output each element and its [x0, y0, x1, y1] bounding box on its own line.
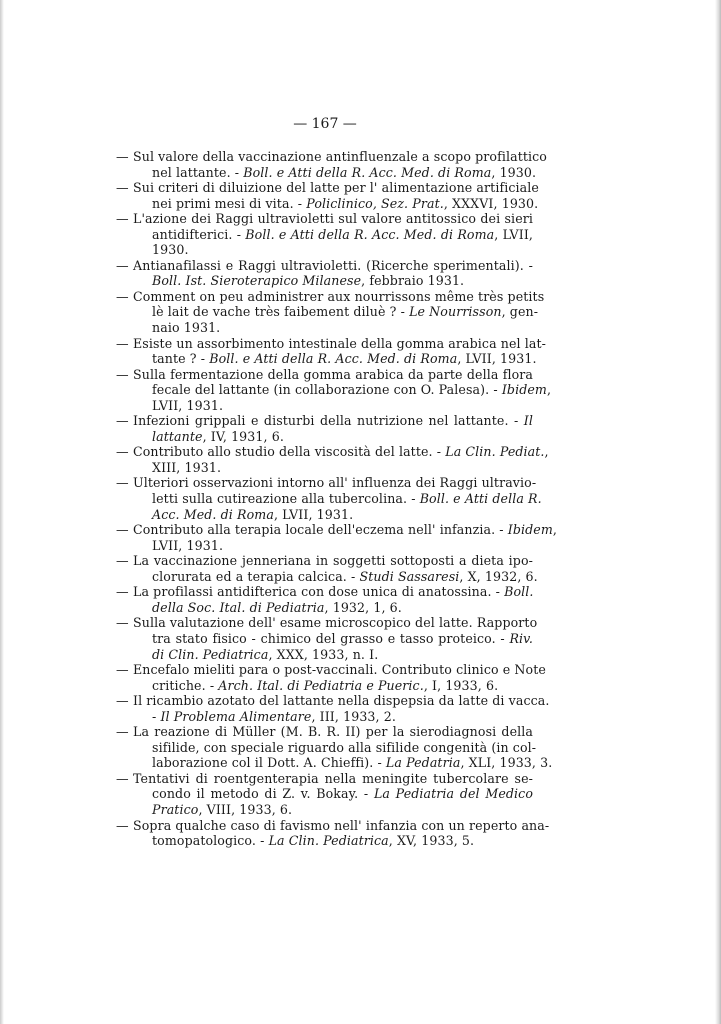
- entry-line: [116, 429, 533, 445]
- citation-source: Arch. Ital. di Pediatria e Pueric.: [218, 677, 424, 693]
- bibliography-entry: [116, 258, 533, 289]
- entry-line: [116, 382, 552, 398]
- citation-source: Acc. Med. di Roma: [152, 506, 274, 522]
- bibliography-entry: [116, 771, 533, 818]
- bibliography-entry: [116, 817, 550, 849]
- entry-dash: —: [116, 553, 129, 569]
- entry-text: ,: [544, 444, 549, 460]
- citation-source: Riv.: [509, 630, 533, 646]
- bibliography-list: [116, 149, 557, 849]
- entry-text: tomopatologico. -: [152, 833, 269, 849]
- citation-source: della Soc. Ital. di Pediatria: [152, 599, 325, 615]
- entry-text: Il ricambio azotato del lattante nella dispepsia da latte di vacca.: [133, 693, 550, 709]
- entry-dash: —: [116, 149, 129, 164]
- entry-text: nel lattante. -: [152, 164, 244, 180]
- entry-dash: —: [116, 724, 129, 740]
- entry-text: Sul valore della vaccinazione antinfluenzale a scopo profilattico: [133, 149, 547, 164]
- bibliography-entry: [116, 553, 538, 584]
- entry-line: [116, 739, 537, 756]
- bibliography-entry: [116, 413, 533, 444]
- entry-dash: —: [116, 211, 129, 227]
- entry-text: naio 1931.: [152, 320, 221, 336]
- bibliography-entry: [116, 584, 533, 615]
- entry-text: La reazione di Müller (M. B. R. II) per la sierodiagnosi della: [133, 724, 533, 740]
- entry-line: [116, 460, 533, 476]
- entry-line: [116, 786, 533, 802]
- entry-dash: —: [116, 817, 129, 833]
- entry-text: , XV, 1933, 5.: [388, 833, 475, 849]
- bibliography-entry: [116, 662, 546, 693]
- entry-dash: —: [116, 444, 129, 460]
- entry-dash: —: [116, 288, 129, 304]
- bibliography-entry: [116, 615, 538, 662]
- entry-dash: —: [116, 366, 129, 382]
- entry-dash: —: [116, 335, 129, 351]
- entry-text: , LVII, 1931.: [457, 351, 537, 367]
- citation-source: La Pedatria: [385, 755, 461, 771]
- entry-text: sifilide, con speciale riguardo alla sifilide congenità (in col-: [152, 739, 537, 755]
- entry-line: [116, 817, 550, 834]
- entry-text: XIII, 1931.: [152, 459, 222, 475]
- citation-source: Studi Sassaresi: [359, 568, 460, 584]
- entry-text: , XXX, 1933, n. I.: [268, 646, 379, 662]
- entry-line: [116, 709, 533, 725]
- entry-text: , III, 1933, 2.: [311, 708, 396, 724]
- entry-line: [116, 522, 557, 538]
- bibliography-entry: [116, 475, 542, 522]
- entry-line: [116, 398, 533, 414]
- entry-text: , LVII, 1931.: [273, 506, 354, 522]
- entry-line: [116, 335, 547, 352]
- entry-text: Comment on peu administrer aux nourrissons même très petits: [133, 288, 545, 304]
- citation-source: Boll. e Atti della R. Acc. Med. di Roma: [243, 164, 492, 180]
- entry-dash: —: [116, 475, 129, 491]
- entry-text: , I, 1933, 6.: [423, 677, 499, 693]
- entry-line: [116, 413, 533, 429]
- entry-dash: —: [116, 693, 129, 709]
- entry-line: [116, 802, 533, 818]
- entry-text: Contributo allo studio della viscosità del latte. -: [133, 444, 446, 460]
- entry-line: [116, 320, 533, 336]
- entry-line: [116, 631, 533, 647]
- entry-dash: —: [116, 770, 129, 786]
- entry-line: [116, 211, 533, 227]
- entry-line: [116, 833, 533, 849]
- entry-text: Infezioni grippali e disturbi della nutrizione nel lattante. -: [133, 413, 524, 429]
- citation-source: Pratico: [152, 801, 199, 817]
- citation-source: La Pediatria del Medico: [373, 786, 533, 802]
- entry-line: [116, 678, 533, 694]
- entry-line: [116, 475, 537, 491]
- entry-text: Sulla valutazione dell' esame microscopico del latte. Rapporto: [133, 615, 538, 631]
- entry-text: -: [152, 708, 161, 724]
- entry-text: laborazione col il Dott. A. Chieffi). -: [152, 755, 386, 771]
- entry-text: , febbraio 1931.: [361, 273, 465, 289]
- page-edge-right: [715, 0, 721, 1024]
- bibliography-entry: [116, 149, 547, 180]
- entry-text: Sopra qualche caso di favismo nell' infanzia con un reperto ana-: [133, 817, 550, 833]
- entry-text: Esiste un assorbimento intestinale della gomma arabica nel lat-: [133, 335, 547, 351]
- entry-text: , 1932, 1, 6.: [324, 599, 402, 615]
- bibliography-entry: [116, 693, 550, 724]
- citation-source: Il Problema Alimentare: [160, 708, 312, 724]
- entry-text: letti sulla cutireazione alla tubercolina. -: [152, 491, 420, 507]
- entry-line: [116, 367, 533, 383]
- entry-line: [116, 149, 547, 165]
- entry-text: , VIII, 1933, 6.: [198, 801, 293, 817]
- entry-dash: —: [116, 584, 129, 600]
- citation-source: Boll. e Atti della R. Acc. Med. di Roma: [245, 226, 495, 242]
- entry-line: [116, 538, 533, 554]
- entry-line: [116, 351, 537, 367]
- entry-line: [116, 273, 533, 289]
- citation-source: Boll. e Atti della R.: [419, 491, 542, 507]
- bibliography-entry: [116, 180, 539, 211]
- entry-line: [116, 444, 549, 460]
- citation-source: Il: [523, 413, 533, 429]
- entry-line: [116, 258, 533, 274]
- entry-text: condo il metodo di Z. v. Bokay. -: [152, 786, 374, 802]
- entry-line: [116, 507, 533, 523]
- entry-line: [116, 491, 542, 507]
- citation-source: lattante: [152, 428, 203, 444]
- entry-line: [116, 164, 537, 181]
- entry-text: nei primi mesi di vita. -: [152, 195, 307, 211]
- entry-text: Contributo alla terapia locale dell'eczema nell' infanzia. -: [133, 522, 508, 538]
- entry-text: , gen-: [501, 304, 539, 320]
- entry-line: [116, 600, 533, 616]
- entry-text: antidifterici. -: [152, 226, 246, 242]
- page-number: — 167 —: [293, 116, 357, 132]
- entry-text: L'azione dei Raggi ultravioletti sul valore antitossico dei sieri: [133, 211, 533, 227]
- entry-line: [116, 227, 533, 243]
- entry-dash: —: [116, 615, 129, 631]
- citation-source: Ibidem: [501, 382, 547, 398]
- citation-source: di Clin. Pediatrica: [152, 646, 269, 662]
- entry-line: [116, 755, 553, 771]
- citation-source: Boll.: [504, 584, 534, 600]
- entry-line: [116, 242, 533, 258]
- entry-text: , X, 1932, 6.: [459, 568, 538, 584]
- entry-text: LVII, 1931.: [152, 537, 224, 553]
- citation-source: Boll. Ist. Sieroterapico Milanese: [152, 273, 362, 289]
- citation-source: Boll. e Atti della R. Acc. Med. di Roma: [209, 351, 458, 367]
- bibliography-entry: [116, 288, 545, 336]
- entry-text: LVII, 1931.: [152, 397, 224, 413]
- entry-text: Antianafilassi e Raggi ultravioletti. (Ricerche sperimentali). -: [133, 257, 533, 273]
- citation-source: Ibidem: [507, 522, 553, 538]
- bibliography-entry: [116, 335, 547, 367]
- entry-line: [116, 568, 538, 585]
- entry-line: [116, 553, 533, 569]
- entry-line: [116, 615, 538, 631]
- bibliography-entry: [116, 444, 549, 475]
- entry-dash: —: [116, 522, 129, 538]
- entry-text: Sulla fermentazione della gomma arabica da parte della flora: [133, 366, 533, 382]
- entry-text: critiche. -: [152, 677, 219, 693]
- entry-text: Tentativi di roentgenterapia nella meningite tubercolare se-: [133, 770, 533, 786]
- entry-dash: —: [116, 662, 129, 678]
- entry-line: [116, 724, 533, 740]
- entry-text: , XXXVI, 1930.: [443, 195, 539, 211]
- entry-text: clorurata ed a terapia calcica. -: [152, 568, 360, 584]
- entry-text: Sui criteri di diluizione del latte per l' alimentazione artificiale: [133, 180, 539, 196]
- entry-text: lè lait de vache très faibement diluè ? -: [152, 304, 410, 320]
- entry-line: [116, 304, 539, 320]
- citation-source: La Clin. Pediatrica: [268, 833, 389, 849]
- bibliography-entry: [116, 366, 552, 414]
- bibliography-entry: [116, 724, 553, 771]
- entry-text: , XLI, 1933, 3.: [460, 755, 553, 771]
- entry-text: 1930.: [152, 242, 189, 258]
- entry-text: Ulteriori osservazioni intorno all' influenza dei Raggi ultravio-: [133, 475, 537, 491]
- entry-line: [116, 693, 550, 709]
- entry-dash: —: [116, 180, 129, 196]
- entry-text: La profilassi antidifterica con dose unica di anatossina. -: [133, 584, 505, 600]
- page-edge-left: [0, 0, 4, 1024]
- entry-text: tra stato fisico - chimico del grasso e tasso proteico. -: [152, 630, 510, 646]
- entry-line: [116, 180, 539, 196]
- entry-text: , 1930.: [491, 164, 537, 180]
- entry-text: , LVII,: [494, 226, 533, 242]
- entry-text: ,: [546, 382, 552, 398]
- entry-dash: —: [116, 257, 129, 273]
- entry-dash: —: [116, 413, 129, 429]
- bibliography-entry: [116, 522, 557, 553]
- citation-source: La Clin. Pediat.: [445, 444, 545, 460]
- entry-line: [116, 288, 545, 305]
- bibliography-entry: [116, 211, 533, 258]
- entry-line: [116, 195, 539, 212]
- entry-text: La vaccinazione jenneriana in soggetti sottoposti a dieta ipo-: [133, 553, 533, 569]
- entry-line: [116, 584, 533, 600]
- citation-source: Policlinico, Sez. Prat.: [306, 195, 444, 211]
- entry-line: [116, 647, 533, 663]
- entry-text: Encefalo mieliti para o post-vaccinali. Contributo clinico e Note: [133, 662, 546, 678]
- entry-text: ,: [552, 522, 557, 538]
- entry-text: fecale del lattante (in collaborazione con O. Palesa). -: [152, 382, 502, 398]
- citation-source: Le Nourrisson: [409, 304, 502, 320]
- entry-line: [116, 662, 546, 678]
- entry-text: tante ? -: [152, 351, 210, 367]
- entry-text: , IV, 1931, 6.: [202, 428, 284, 444]
- entry-line: [116, 771, 533, 787]
